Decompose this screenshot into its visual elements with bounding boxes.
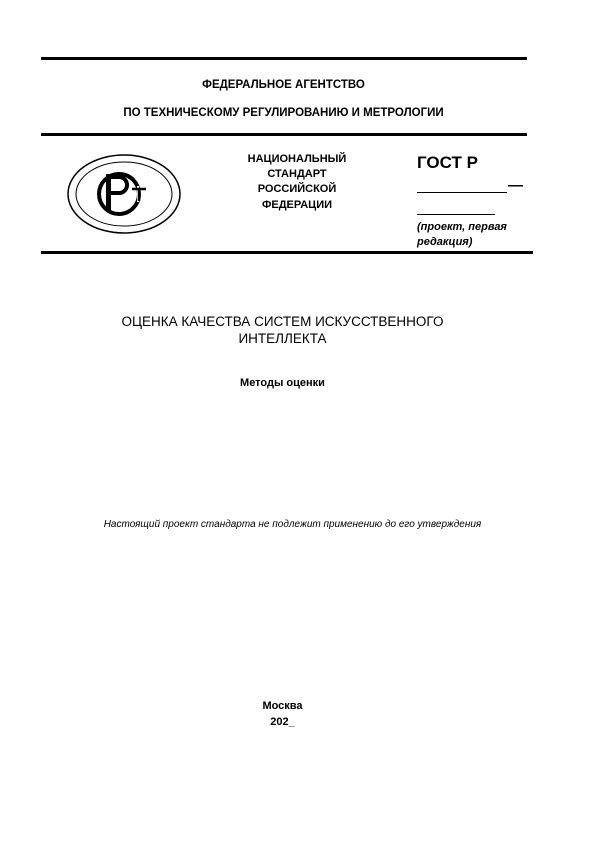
document-title-line-1: ОЦЕНКА КАЧЕСТВА СИСТЕМ ИСКУССТВЕННОГО — [121, 314, 444, 329]
designation-rule — [41, 251, 533, 254]
year: 202_ — [270, 716, 295, 728]
top-rule — [41, 57, 527, 60]
gost-designation: ГОСТ Р — [417, 153, 478, 172]
draft-notice: Настоящий проект стандарта не подлежит применению до его утверждения — [103, 519, 482, 530]
standard-number-blank — [417, 192, 507, 193]
city: Москва — [262, 700, 303, 712]
document-title-line-2: ИНТЕЛЛЕКТА — [238, 331, 327, 346]
draft-note — [417, 220, 537, 250]
document-subtitle: Методы оценки — [240, 377, 325, 389]
header-rule — [41, 133, 527, 136]
draft-note-line-2: редакция) — [417, 236, 473, 248]
rst-certification-mark-icon — [66, 153, 182, 235]
document-title — [40, 313, 525, 347]
standard-number-dash: — — [508, 177, 523, 194]
draft-note-line-1: (проект, первая — [417, 221, 507, 233]
standard-block-line-2: СТАНДАРТ — [267, 168, 327, 180]
standard-year-blank — [417, 214, 495, 215]
footer — [40, 698, 525, 730]
standard-block-line-4: ФЕДЕРАЦИИ — [261, 199, 333, 211]
standard-block-line-3: РОССИЙСКОЙ — [257, 183, 337, 195]
agency-line-1: ФЕДЕРАЛЬНОЕ АГЕНТСТВО — [202, 79, 365, 91]
agency-line-2: ПО ТЕХНИЧЕСКОМУ РЕГУЛИРОВАНИЮ И МЕТРОЛОГИИ — [123, 107, 444, 119]
standard-block-line-1: НАЦИОНАЛЬНЫЙ — [247, 153, 347, 165]
